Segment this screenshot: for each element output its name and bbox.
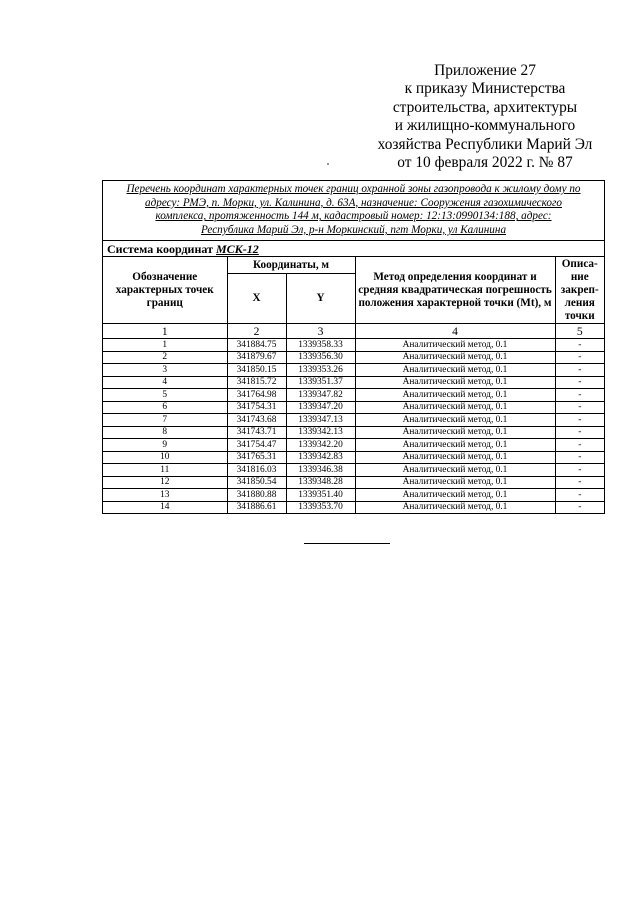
description-value: - (555, 451, 604, 464)
coordinate-system (103, 241, 604, 256)
point-number: 2 (103, 351, 227, 364)
table-row (103, 351, 604, 364)
table-row (103, 414, 604, 427)
header-x: X (227, 274, 286, 324)
point-number: 5 (103, 389, 227, 402)
x-value: 341754.47 (227, 439, 286, 452)
y-value: 1339353.70 (286, 501, 355, 513)
y-value: 1339353.26 (286, 364, 355, 377)
method-value: Аналитический метод, 0.1 (355, 401, 555, 414)
y-value: 1339342.83 (286, 451, 355, 464)
method-value: Аналитический метод, 0.1 (355, 351, 555, 364)
header-y: Y (286, 274, 355, 324)
x-value: 341884.75 (227, 339, 286, 352)
coordinates-table-frame (102, 180, 605, 514)
table-row (103, 426, 604, 439)
header-line-2: к приказу Министерства (404, 80, 566, 98)
column-number: 3 (286, 324, 355, 339)
x-value: 341764.98 (227, 389, 286, 402)
coordinates-table (103, 256, 604, 513)
x-value: 341815.72 (227, 376, 286, 389)
description-value: - (555, 464, 604, 477)
method-value: Аналитический метод, 0.1 (355, 414, 555, 427)
y-value: 1339348.28 (286, 476, 355, 489)
method-value: Аналитический метод, 0.1 (355, 426, 555, 439)
coordinate-system-value: МСК-12 (215, 242, 259, 257)
header-description: Описа-ние закреп-ления точки (555, 257, 604, 324)
description-value: - (555, 426, 604, 439)
header-coordinates: Координаты, м (227, 257, 355, 274)
table-title-line-1: Перечень координат характерных точек границ охранной зоны газопровода к жилому дому по (126, 183, 581, 195)
description-value: - (555, 439, 604, 452)
y-value: 1339347.82 (286, 389, 355, 402)
table-title-line-3: комплекса, протяженность 144 м, кадастровый номер: 12:13:0990134:188, адрес: (155, 210, 552, 223)
point-number: 14 (103, 501, 227, 513)
table-title-line-2: адресу: РМЭ, п. Морки, ул. Калинина, д. 63А, назначение: Сооружения газохимического (144, 196, 562, 209)
table-row (103, 376, 604, 389)
end-separator-line (304, 543, 390, 544)
scan-dot (327, 163, 329, 165)
x-value: 341880.88 (227, 489, 286, 502)
description-value: - (555, 351, 604, 364)
method-value: Аналитический метод, 0.1 (355, 364, 555, 377)
x-value: 341879.67 (227, 351, 286, 364)
x-value: 341743.71 (227, 426, 286, 439)
y-value: 1339342.20 (286, 439, 355, 452)
coordinate-system-label: Система координат (107, 242, 213, 257)
description-value: - (555, 364, 604, 377)
y-value: 1339356.30 (286, 351, 355, 364)
point-number: 7 (103, 414, 227, 427)
table-title (103, 181, 604, 241)
method-value: Аналитический метод, 0.1 (355, 501, 555, 513)
point-number: 10 (103, 451, 227, 464)
description-value: - (555, 376, 604, 389)
header-method: Метод определения координат и средняя квадратическая погрешность положения характерной точки (Mt), м (355, 257, 555, 324)
x-value: 341765.31 (227, 451, 286, 464)
x-value: 341850.54 (227, 476, 286, 489)
method-value: Аналитический метод, 0.1 (355, 464, 555, 477)
description-value: - (555, 414, 604, 427)
point-number: 8 (103, 426, 227, 439)
point-number: 6 (103, 401, 227, 414)
table-row (103, 339, 604, 352)
header-line-4: и жилищно-коммунального (394, 117, 576, 135)
table-row (103, 501, 604, 513)
method-value: Аналитический метод, 0.1 (355, 339, 555, 352)
y-value: 1339358.33 (286, 339, 355, 352)
table-title-line-4: Республика Марий Эл, р-н Моркинский, пгт Морки, ул Калинина (200, 223, 507, 236)
header-line-6: от 10 февраля 2022 г. № 87 (397, 154, 573, 172)
description-value: - (555, 339, 604, 352)
appendix-header (360, 62, 610, 172)
description-value: - (555, 476, 604, 489)
header-line-1: Приложение 27 (434, 62, 536, 79)
point-number: 1 (103, 339, 227, 352)
point-number: 3 (103, 364, 227, 377)
description-value: - (555, 489, 604, 502)
point-number: 4 (103, 376, 227, 389)
description-value: - (555, 401, 604, 414)
method-value: Аналитический метод, 0.1 (355, 451, 555, 464)
x-value: 341754.31 (227, 401, 286, 414)
y-value: 1339346.38 (286, 464, 355, 477)
table-row (103, 451, 604, 464)
method-value: Аналитический метод, 0.1 (355, 376, 555, 389)
column-number: 2 (227, 324, 286, 339)
table-row (103, 364, 604, 377)
x-value: 341886.61 (227, 501, 286, 513)
method-value: Аналитический метод, 0.1 (355, 389, 555, 402)
table-row (103, 401, 604, 414)
x-value: 341743.68 (227, 414, 286, 427)
method-value: Аналитический метод, 0.1 (355, 489, 555, 502)
table-row (103, 464, 604, 477)
column-numbers-row (103, 324, 604, 339)
method-value: Аналитический метод, 0.1 (355, 439, 555, 452)
table-row (103, 389, 604, 402)
header-designation: Обозначение характерных точек границ (103, 257, 227, 324)
table-row (103, 476, 604, 489)
y-value: 1339347.20 (286, 401, 355, 414)
description-value: - (555, 389, 604, 402)
column-number: 5 (555, 324, 604, 339)
y-value: 1339347.13 (286, 414, 355, 427)
point-number: 9 (103, 439, 227, 452)
y-value: 1339351.37 (286, 376, 355, 389)
header-line-5: хозяйства Республики Марий Эл (377, 135, 593, 153)
x-value: 341816.03 (227, 464, 286, 477)
point-number: 13 (103, 489, 227, 502)
y-value: 1339342.13 (286, 426, 355, 439)
table-row (103, 489, 604, 502)
table-row (103, 439, 604, 452)
point-number: 12 (103, 476, 227, 489)
x-value: 341850.15 (227, 364, 286, 377)
point-number: 11 (103, 464, 227, 477)
column-number: 1 (103, 324, 227, 339)
y-value: 1339351.40 (286, 489, 355, 502)
column-number: 4 (355, 324, 555, 339)
description-value: - (555, 501, 604, 513)
header-line-3: строительства, архитектуры (392, 98, 578, 116)
method-value: Аналитический метод, 0.1 (355, 476, 555, 489)
